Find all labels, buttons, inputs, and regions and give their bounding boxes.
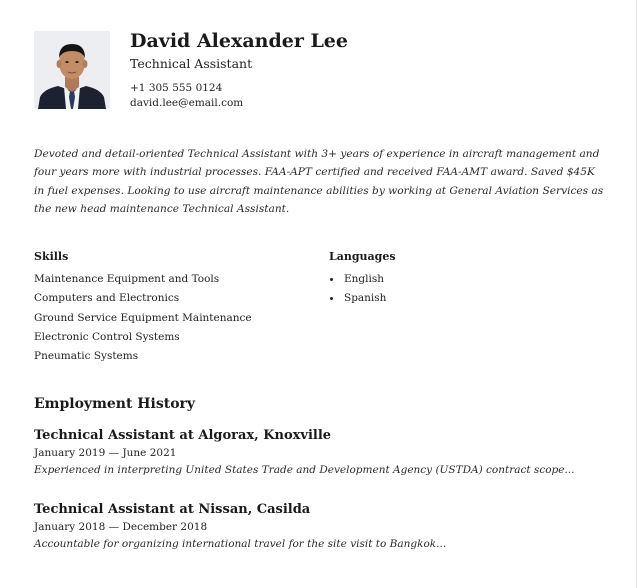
- languages-list: [329, 270, 589, 309]
- job-entry-dates: January 2019 — June 2021: [34, 447, 177, 459]
- skill-item: Electronic Control Systems: [34, 330, 180, 343]
- job-entry-title: Technical Assistant at Algorax, Knoxville: [34, 428, 332, 443]
- skill-item: Computers and Electronics: [34, 292, 180, 305]
- languages-section: [329, 250, 589, 309]
- bullet-icon: [330, 297, 333, 300]
- language-label: Spanish: [344, 292, 387, 305]
- profile-summary: Devoted and detail-oriented Technical Assistant with 3+ years of experience in aircraft management and four years more with industrial processes. FAA-APT certified and received FAA-AMT award. Saved $45K in fuel expenses. Looking to use aircraft maintenance abilities by working at General Aviation Services as the new head maintenance Technical Assistant.: [34, 148, 604, 216]
- job-entry: [34, 502, 614, 550]
- person-photo-icon: [34, 31, 110, 109]
- skill-item: Maintenance Equipment and Tools: [34, 273, 220, 285]
- job-entry-dates: January 2018 — December 2018: [34, 521, 208, 533]
- skill-item: Pneumatic Systems: [34, 350, 139, 363]
- job-entry-description: Experienced in interpreting United States Trade and Development Agency (USTDA) contract scope...: [34, 464, 575, 476]
- bullet-icon: [330, 278, 333, 281]
- language-item: [329, 270, 589, 289]
- phone-number: +1 305 555 0124: [130, 82, 223, 94]
- skills-heading: Skills: [34, 250, 69, 263]
- language-label: English: [344, 273, 385, 285]
- job-title: Technical Assistant: [130, 56, 253, 71]
- employment-heading: Employment History: [34, 396, 196, 412]
- candidate-name: David Alexander Lee: [130, 30, 348, 52]
- language-item: [329, 289, 589, 308]
- avatar: [34, 31, 110, 109]
- skill-item: Ground Service Equipment Maintenance: [34, 311, 252, 324]
- job-entry-title: Technical Assistant at Nissan, Casilda: [34, 502, 311, 517]
- skills-section: [34, 250, 294, 366]
- job-entry-description: Accountable for organizing international travel for the site visit to Bangkok...: [34, 538, 447, 550]
- skills-list: [34, 270, 294, 366]
- languages-heading: Languages: [329, 250, 396, 263]
- email-address: david.lee@email.com: [130, 97, 244, 109]
- job-entry: [34, 428, 614, 476]
